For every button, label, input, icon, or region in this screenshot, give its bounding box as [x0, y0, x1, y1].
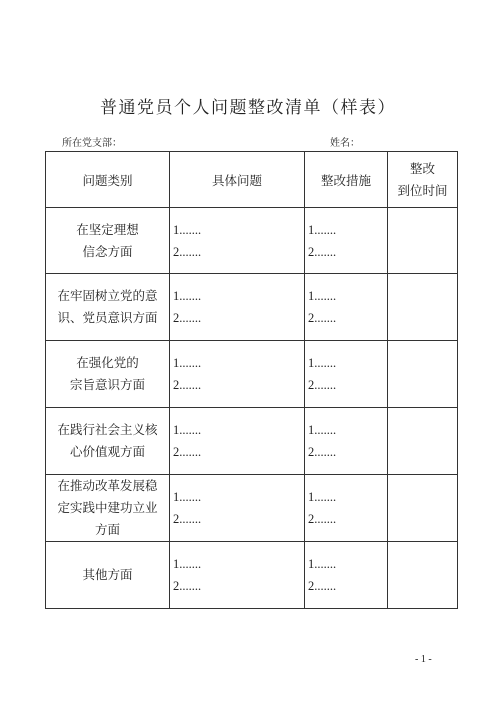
- issue-cell[interactable]: 1....... 2.......: [170, 274, 305, 341]
- rectification-table: [45, 151, 458, 609]
- page-title: 普通党员个人问题整改清单（样表）: [100, 98, 396, 118]
- measure-cell[interactable]: 1....... 2.......: [305, 341, 388, 408]
- category-cell: 在强化党的 宗旨意识方面: [46, 341, 170, 408]
- table-row: [46, 475, 458, 542]
- category-cell: 在推动改革发展稳 定实践中建功立业 方面: [46, 475, 170, 542]
- party-branch-label: 所在党支部：: [62, 138, 122, 149]
- issue-cell[interactable]: 1....... 2.......: [170, 475, 305, 542]
- deadline-cell[interactable]: [388, 542, 458, 609]
- measure-cell[interactable]: 1....... 2.......: [305, 408, 388, 475]
- issue-cell[interactable]: 1....... 2.......: [170, 542, 305, 609]
- category-cell: 在牢固树立党的意 识、党员意识方面: [46, 274, 170, 341]
- table-row: [46, 408, 458, 475]
- measure-cell[interactable]: 1....... 2.......: [305, 208, 388, 274]
- table-row: [46, 341, 458, 408]
- issue-cell[interactable]: 1....... 2.......: [170, 341, 305, 408]
- table-row: [46, 208, 458, 274]
- issue-cell[interactable]: 1....... 2.......: [170, 208, 305, 274]
- category-cell: 在坚定理想 信念方面: [46, 208, 170, 274]
- measure-cell[interactable]: 1....... 2.......: [305, 475, 388, 542]
- deadline-cell[interactable]: [388, 341, 458, 408]
- header-deadline: 整改 到位时间: [388, 152, 458, 208]
- deadline-cell[interactable]: [388, 274, 458, 341]
- issue-cell[interactable]: 1....... 2.......: [170, 408, 305, 475]
- measure-cell[interactable]: 1....... 2.......: [305, 274, 388, 341]
- page-number: - 1 -: [415, 654, 432, 665]
- table-row: [46, 274, 458, 341]
- name-label: 姓名：: [330, 138, 360, 149]
- header-issue: 具体问题: [170, 152, 305, 208]
- deadline-cell[interactable]: [388, 208, 458, 274]
- table-header-row: [46, 152, 458, 208]
- measure-cell[interactable]: 1....... 2.......: [305, 542, 388, 609]
- deadline-cell[interactable]: [388, 408, 458, 475]
- deadline-cell[interactable]: [388, 475, 458, 542]
- category-cell: 在践行社会主义核 心价值观方面: [46, 408, 170, 475]
- category-cell: 其他方面: [46, 542, 170, 609]
- table-row: [46, 542, 458, 609]
- header-measure: 整改措施: [305, 152, 388, 208]
- header-category: 问题类别: [46, 152, 170, 208]
